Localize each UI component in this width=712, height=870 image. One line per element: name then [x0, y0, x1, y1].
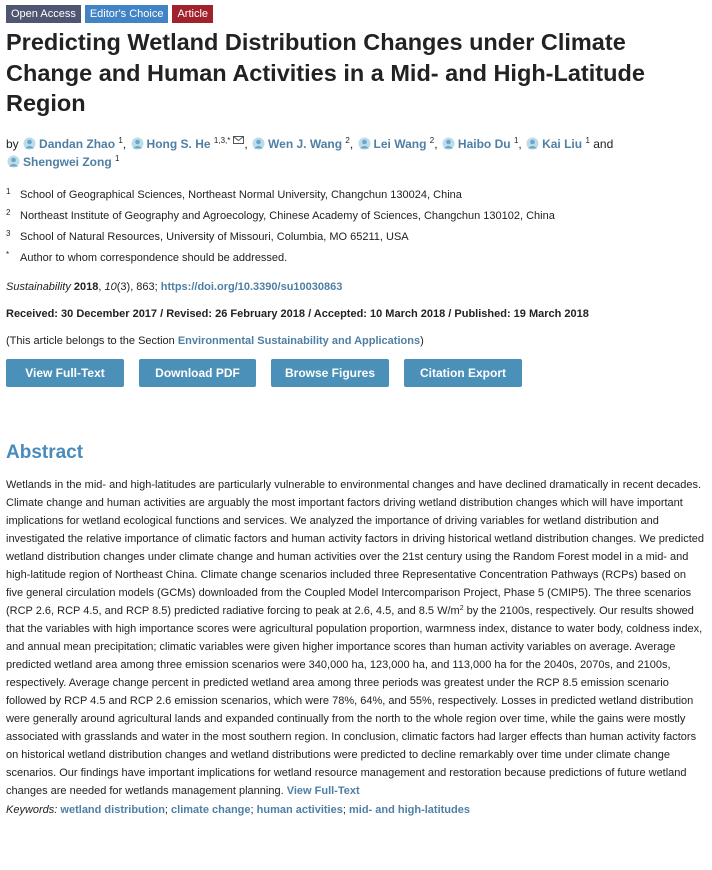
- editors-choice-badge[interactable]: Editor's Choice: [85, 5, 169, 23]
- affiliation-number: 3: [6, 228, 11, 238]
- author-affil-sup: 1,3,*: [213, 135, 231, 145]
- author-link[interactable]: Hong S. He: [146, 136, 211, 151]
- affiliation-text: Northeast Institute of Geography and Agroecology, Chinese Academy of Sciences, Changchun 130102, China: [20, 209, 555, 222]
- affiliation-item: [6, 209, 706, 223]
- author-affil-sup: 1: [513, 135, 519, 145]
- email-icon[interactable]: [233, 136, 244, 145]
- affiliation-text: School of Geographical Sciences, Northeast Normal University, Changchun 130024, China: [20, 188, 462, 201]
- keywords-line: Keywords: wetland distribution; climate change; human activities; mid- and high-latitudes: [6, 803, 470, 816]
- by-label: by: [6, 136, 19, 151]
- section-note-prefix: (This article belongs to the Section: [6, 334, 175, 347]
- article-title: Predicting Wetland Distribution Changes under Climate Change and Human Activities in a Mid- and High-Latitude Region: [6, 29, 645, 116]
- author-profile-icon: [130, 137, 145, 150]
- author-entry: Lei Wang $^2$,: [357, 137, 438, 151]
- keyword-link[interactable]: wetland distribution: [60, 803, 165, 816]
- author-link[interactable]: Dandan Zhao: [39, 136, 116, 151]
- author-affil-sup: 2: [345, 135, 350, 145]
- author-entry: [525, 137, 590, 151]
- and-label: and: [593, 136, 614, 151]
- publication-dates: Received: 30 December 2017 / Revised: 26 February 2018 / Accepted: 10 March 2018 / Published: 19 March 2018: [6, 307, 589, 320]
- author-link[interactable]: Lei Wang: [373, 136, 427, 151]
- author-affil-sup: 1: [115, 153, 120, 163]
- affiliation-item: [6, 188, 706, 202]
- abstract-heading: Abstract: [6, 441, 84, 463]
- journal-name: Sustainability: [6, 280, 71, 293]
- browse-figures-button[interactable]: Browse Figures: [271, 359, 389, 387]
- abstract-body-part-1: Wetlands in the mid- and high-latitudes are particularly vulnerable to environmental changes and have declined dramatically in recent decades. Climate change and human activities are arguably the most important factors driving wetland distribution changes which will have important implications for wetland ecological functions and services. We analyzed the importance of driving variables for wetland distribution and investigated the relative importance of climatic factors and human activity factors in driving historical wetland distribution changes. We predicted wetland distribution changes under climate change and human activities over the 21st century using the Random Forest model in a mid- and high-latitude region of Northeast China. Climate change scenarios included three Representative Concentration Pathways (RCPs) based on five general circulation models (GCMs) downloaded from the Coupled Model Intercomparison Project, Phase 5 (CMIP5). The three scenarios (RCP 2.6, RCP 4.5, and RCP 8.5) predicted radiative forcing to peak at 2.6, 4.5, and 8.5 W/m: [6, 478, 705, 617]
- article-type-badge: Article: [172, 5, 213, 23]
- affiliation-text: School of Natural Resources, University of Missouri, Columbia, MO 65211, USA: [20, 230, 409, 243]
- citation-year: 2018: [73, 280, 99, 293]
- section-note: [6, 335, 706, 347]
- author-link[interactable]: Haibo Du: [457, 136, 511, 151]
- author-entry: Wen J. Wang $^2$,: [251, 137, 353, 151]
- author-profile-icon: [441, 137, 456, 150]
- badge-row: [6, 5, 706, 23]
- citation-export-button[interactable]: Citation Export: [404, 359, 522, 387]
- author-link[interactable]: Shengwei Zong: [23, 154, 112, 169]
- author-profile-icon: [22, 137, 37, 150]
- author-entry: Dandan Zhao $^1$,: [22, 137, 126, 151]
- author-entry: Hong S. He $^{1,3,*}$ ,: [130, 137, 248, 151]
- affiliation-item: [6, 230, 706, 244]
- citation-issue-pages: (3), 863;: [116, 280, 158, 293]
- author-affil-sup: 2: [429, 135, 435, 145]
- section-link[interactable]: Environmental Sustainability and Applications: [177, 334, 421, 347]
- author-profile-icon: [525, 137, 540, 150]
- author-affil-sup: 1: [118, 135, 123, 145]
- author-list: [6, 135, 706, 171]
- author-entry: Haibo Du $^1$,: [441, 137, 522, 151]
- action-buttons: [6, 359, 706, 387]
- abstract-view-full-text-link[interactable]: View Full-Text: [286, 784, 360, 797]
- keyword-link[interactable]: mid- and high-latitudes: [348, 803, 470, 816]
- author-link[interactable]: Kai Liu: [542, 136, 583, 151]
- affiliation-item: [6, 251, 706, 265]
- keyword-link[interactable]: human activities: [256, 803, 343, 816]
- author-profile-icon: [6, 155, 21, 168]
- author-entry: [6, 155, 119, 169]
- keyword-link[interactable]: climate change: [171, 803, 251, 816]
- abstract-superscript: 2: [459, 604, 464, 612]
- affiliation-number: *: [6, 249, 10, 259]
- affiliation-number: 1: [6, 186, 11, 196]
- affiliation-list: [6, 188, 706, 265]
- citation-volume: 10: [104, 280, 117, 293]
- download-pdf-button[interactable]: Download PDF: [139, 359, 256, 387]
- abstract-body-part-2: by the 2100s, respectively. Our results showed that the variables with high importance scores were agricultural population proportion, warmness index, distance to water body, coldness index, and annual mean precipitation; climatic variables were given higher importance scores than human activity variables on average. Average predicted wetland area among three emission scenarios were 340,000 ha, 123,000 ha, and 113,000 ha for the 2040s, 2070s, and 2100s, respectively. Average change percent in predicted wetland area among three periods was greatest under the RCP 8.5 emission scenario followed by RCP 4.5 and RCP 2.6 emission scenarios, which were 78%, 64%, and 55%, respectively. Losses in predicted wetland distribution were generally around agricultural lands and expanded continually from the north to the whole region over time, while the gains were mostly associated with grasslands and water in the most southern region. In conclusion, climatic factors had larger effects than human activity factors on historical wetland distribution changes and wetland distributions were predicted to decline remarkably over time under climate change scenarios. Our findings have important implications for wetland resource management and restoration because predictions of future wetland changes are needed for wetlands management planning.: [6, 604, 703, 797]
- abstract-text: [6, 476, 706, 800]
- author-link[interactable]: Wen J. Wang: [268, 136, 343, 151]
- affiliation-number: 2: [6, 207, 11, 217]
- view-full-text-button[interactable]: View Full-Text: [6, 359, 124, 387]
- author-profile-icon: [251, 137, 266, 150]
- keywords-label: Keywords:: [6, 803, 58, 816]
- doi-link[interactable]: https://doi.org/10.3390/su10030863: [160, 280, 343, 293]
- section-note-suffix: ): [420, 334, 424, 347]
- author-profile-icon: [357, 137, 372, 150]
- author-affil-sup: 1: [585, 135, 590, 145]
- open-access-badge[interactable]: Open Access: [6, 5, 81, 23]
- affiliation-text: Author to whom correspondence should be addressed.: [20, 251, 288, 264]
- citation-line: Sustainability 2018, 10(3), 863; https://doi.org/10.3390/su10030863: [6, 280, 343, 293]
